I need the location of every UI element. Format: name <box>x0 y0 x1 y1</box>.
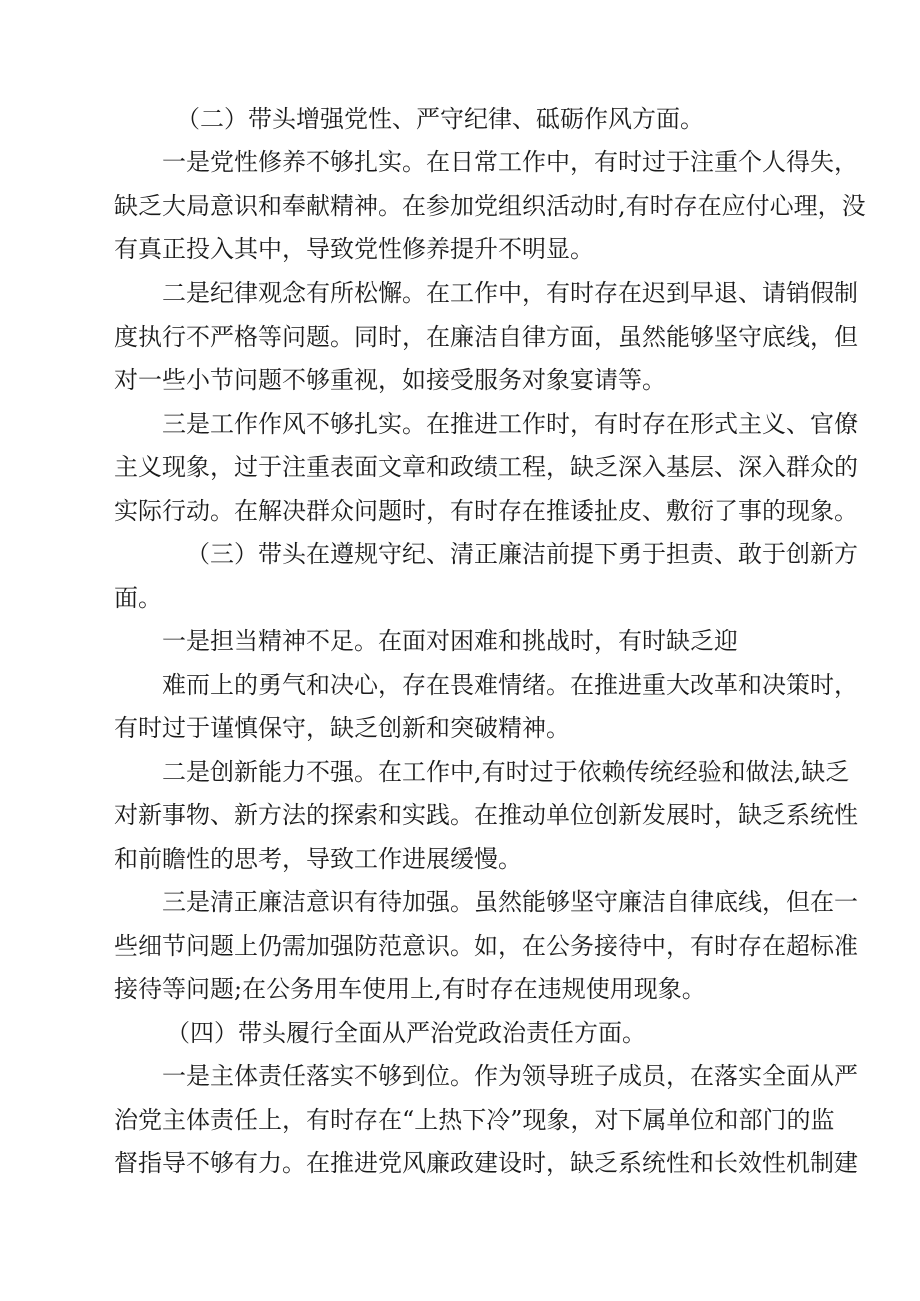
paragraph-line: 三是清正廉洁意识有待加强。虽然能够坚守廉洁自律底线，但在一 <box>162 888 858 916</box>
paragraph-line: 二是创新能力不强。在工作中,有时过于依赖传统经验和做法,缺乏 <box>162 758 850 786</box>
section-heading-3-cont: 面。 <box>114 584 162 612</box>
paragraph-line: 些细节问题上仍需加强防范意识。如，在公务接待中，有时存在超标准 <box>114 932 858 960</box>
section-heading-2: （二）带头增强党性、严守纪律、砥砺作风方面。 <box>176 105 704 133</box>
paragraph-line: 一是党性修养不够扎实。在日常工作中，有时过于注重个人得失， <box>162 148 858 176</box>
paragraph-line: 一是担当精神不足。在面对困难和挑战时，有时缺乏迎 <box>162 627 738 655</box>
paragraph-line: 督指导不够有力。在推进党风廉政建设时，缺乏系统性和长效性机制建 <box>114 1149 858 1177</box>
paragraph-line: 实际行动。在解决群众问题时，有时存在推诿扯皮、敷衍了事的现象。 <box>114 497 858 525</box>
paragraph-line: 二是纪律观念有所松懈。在工作中，有时存在迟到早退、请销假制 <box>162 279 858 307</box>
section-heading-4: （四）带头履行全面从严治党政治责任方面。 <box>166 1019 646 1047</box>
paragraph-line: 对一些小节问题不够重视，如接受服务对象宴请等。 <box>114 366 666 394</box>
paragraph-line: 难而上的勇气和决心，存在畏难情绪。在推进重大改革和决策时， <box>162 671 858 699</box>
paragraph-line: 缺乏大局意识和奉献精神。在参加党组织活动时,有时存在应付心理，没 <box>114 192 866 220</box>
paragraph-line: 治党主体责任上，有时存在“上热下冷”现象，对下属单位和部门的监 <box>114 1106 835 1134</box>
paragraph-line: 有时过于谨慎保守，缺乏创新和突破精神。 <box>114 714 570 742</box>
paragraph-line: 对新事物、新方法的探索和实践。在推动单位创新发展时，缺乏系统性 <box>114 801 858 829</box>
paragraph-line: 三是工作作风不够扎实。在推进工作时，有时存在形式主义、官僚 <box>162 410 858 438</box>
paragraph-line: 度执行不严格等问题。同时，在廉洁自律方面，虽然能够坚守底线，但 <box>114 323 858 351</box>
paragraph-line: 接待等问题;在公务用车使用上,有时存在违规使用现象。 <box>114 975 706 1003</box>
section-heading-3: （三）带头在遵规守纪、清正廉洁前提下勇于担责、敢于创新方 <box>186 540 858 568</box>
paragraph-line: 一是主体责任落实不够到位。作为领导班子成员，在落实全面从严 <box>162 1062 858 1090</box>
paragraph-line: 和前瞻性的思考，导致工作进展缓慢。 <box>114 845 522 873</box>
paragraph-line: 主义现象，过于注重表面文章和政绩工程，缺乏深入基层、深入群众的 <box>114 453 858 481</box>
paragraph-line: 有真正投入其中，导致党性修养提升不明显。 <box>114 235 594 263</box>
